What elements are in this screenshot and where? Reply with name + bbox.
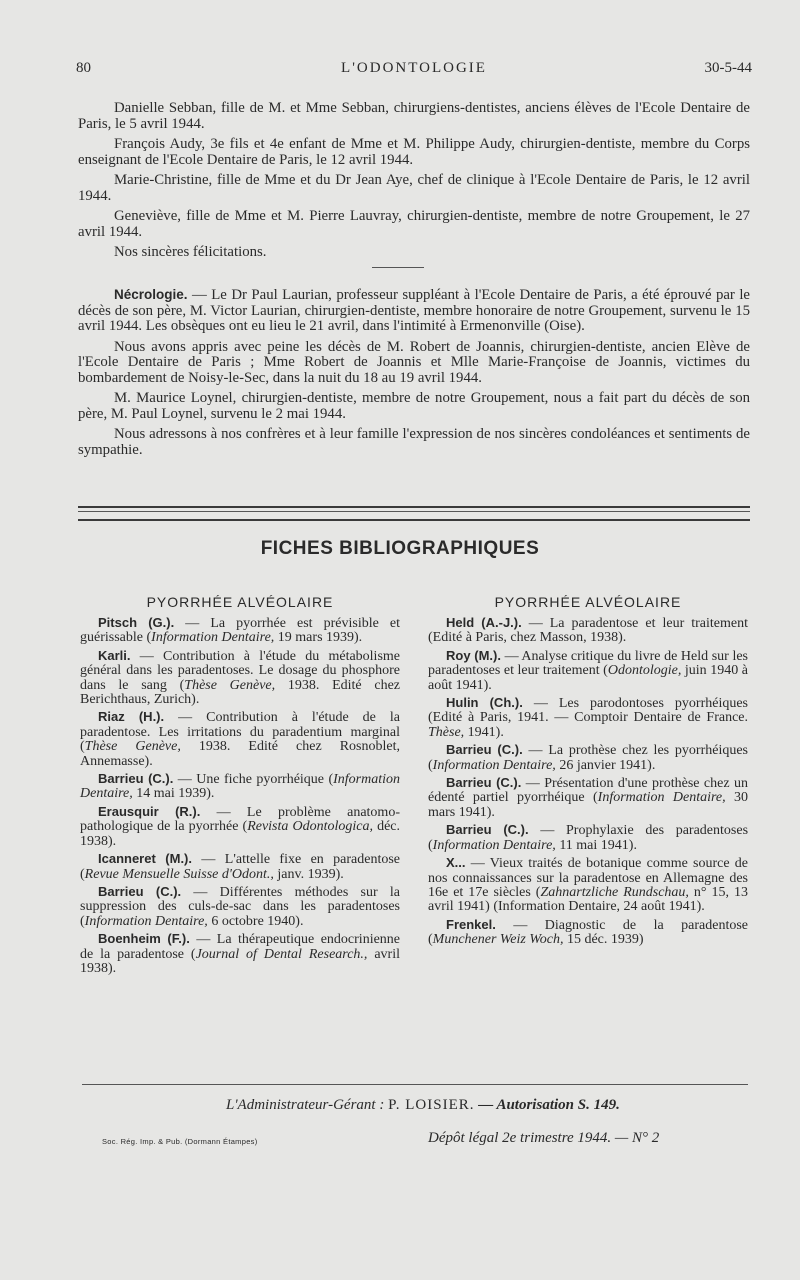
printer-imprint: Soc. Rég. Imp. & Pub. (Dormann Étampes) xyxy=(102,1137,258,1146)
necrologie-paragraph: M. Maurice Loynel, chirurgien-dentiste, membre de notre Groupement, nous a fait part du décès de son père, M. Paul Loynel, survenu le 2 mai 1944. xyxy=(78,390,750,422)
entry-text: — Contribution à l'étude de la paradentose. Les irritations du paradentium marginal ( xyxy=(80,710,400,755)
entry-source: Thèse Genève, xyxy=(84,739,181,755)
entry-source: Information Dentaire, xyxy=(597,790,726,806)
section-divider xyxy=(78,506,750,521)
bibliography-column-left xyxy=(80,594,400,979)
footer-divider xyxy=(82,1084,748,1085)
bibliography-entry xyxy=(428,743,748,773)
entry-source: Odontologie, xyxy=(607,663,682,679)
entry-text: — Vieux traités de botanique comme source de nos connaissances sur la paradentose en Allemagne des 16e et 17e siècles ( xyxy=(428,856,749,900)
entry-source: Information Dentaire, xyxy=(432,837,556,853)
entry-source: Thèse, xyxy=(428,724,465,740)
birth-announcements xyxy=(78,101,750,266)
entry-author: Barrieu (C.). xyxy=(446,775,522,791)
entry-tail: 1938. Edité chez Berichthaus, Zurich). xyxy=(80,677,401,708)
entry-source: Information Dentaire, xyxy=(432,757,556,773)
entry-text: — Différentes méthodes sur la suppression des culs-de-sac dans les paradentoses ( xyxy=(80,884,400,929)
entry-author: Boenheim (F.). xyxy=(98,931,190,947)
entry-author: Roy (M.). xyxy=(446,647,501,663)
bibliography-entry xyxy=(428,616,748,646)
entry-tail: déc. 1938). xyxy=(80,819,401,849)
entry-author: Barrieu (C.). xyxy=(98,771,174,787)
entry-source: Information Dentaire, xyxy=(80,772,401,802)
issue-date: 30-5-44 xyxy=(704,60,752,76)
column-heading: PYORRHÉE ALVÉOLAIRE xyxy=(494,594,682,610)
bibliography-entry xyxy=(80,616,400,646)
admin-name: P. LOISIER. xyxy=(388,1097,475,1113)
entry-text: — La prothèse chez les pyorrhéiques ( xyxy=(428,743,748,773)
bibliography-entry xyxy=(428,856,748,915)
bibliography-entry xyxy=(80,710,400,769)
entry-tail: 19 mars 1939). xyxy=(274,630,363,646)
bibliography-entry xyxy=(428,918,748,948)
bibliography-column-right xyxy=(428,594,748,951)
bibliography-entry xyxy=(80,885,400,929)
entry-text: — Une fiche pyorrhéique ( xyxy=(177,772,334,788)
short-divider xyxy=(372,267,424,268)
entry-author: Erausquir (R.). xyxy=(98,803,201,819)
section-title: FICHES BIBLIOGRAPHIQUES xyxy=(260,538,540,559)
bibliography-entry xyxy=(428,823,748,853)
entry-author: Barrieu (C.). xyxy=(446,742,523,758)
entry-tail: 14 mai 1939). xyxy=(132,786,215,802)
entry-text: — La paradentose et leur traitement (Edité à Paris, chez Masson, 1938). xyxy=(428,616,749,646)
necrologie-paragraph: Nous adressons à nos confrères et à leur famille l'expression de nos sincères condoléances et sentiments de sympathie. xyxy=(78,426,750,458)
entry-source: Information Dentaire, xyxy=(151,630,275,646)
entry-source: Revue Mensuelle Suisse d'Odont., xyxy=(84,866,274,882)
necrologie-text: — Le Dr Paul Laurian, professeur suppléant à l'Ecole Dentaire de Paris, a été éprouvé par le décès de son père, M. Victor Laurian, chirurgien-dentiste, membre honoraire de notre Groupement, survenu le 15 avril 1944. Les obsèques ont eu lieu le 21 avril, dans l'intimité à Ermenonville (Oise). xyxy=(78,287,750,334)
bibliography-entry xyxy=(428,776,748,820)
congratulations-line: Nos sincères félicitations. xyxy=(114,244,267,260)
entry-author: Hulin (Ch.). xyxy=(446,695,523,711)
right-entries xyxy=(428,616,748,948)
bibliography-entry xyxy=(80,649,400,708)
administrator-line xyxy=(226,1097,620,1114)
entry-text: — La thérapeutique endocrinienne de la paradentose ( xyxy=(80,932,401,962)
entry-text: — Les parodontoses pyorrhéiques (Edité à Paris, 1941. — Comptoir Dentaire de France. xyxy=(428,696,748,726)
entry-author: Held (A.-J.). xyxy=(446,615,522,630)
entry-tail: 1938. Edité chez Rosnoblet, Annemasse). xyxy=(80,739,400,769)
depot-legal: Dépôt légal 2e trimestre 1944. — N° 2 xyxy=(428,1130,660,1146)
entry-author: Karli. xyxy=(98,647,131,663)
admin-label: L'Administrateur-Gérant : xyxy=(226,1097,385,1113)
entry-tail: n° 15, 13 avril 1941) (Information Dentaire, 24 août 1941). xyxy=(428,884,748,915)
entry-text: — L'attelle fixe en paradentose ( xyxy=(80,852,401,882)
journal-title: L'ODONTOLOGIE xyxy=(341,60,487,76)
entry-text: — Présentation d'une prothèse chez un édenté partiel pyorrhéique ( xyxy=(428,776,749,806)
entry-text: — Prophylaxie des paradentoses ( xyxy=(428,823,749,853)
entry-author: Icanneret (M.). xyxy=(98,851,193,867)
entry-source: Journal of Dental Research., xyxy=(195,946,368,962)
entry-author: Riaz (H.). xyxy=(98,709,165,725)
left-entries xyxy=(80,616,400,976)
announcement-paragraph: François Audy, 3e fils et 4e enfant de Mme et M. Philippe Audy, chirurgien-dentiste, membre du Corps enseignant de l'Ecole Dentaire de Paris, le 12 avril 1944. xyxy=(78,136,750,168)
authorization-text: — Autorisation S. 149. xyxy=(478,1097,620,1113)
bibliography-entry xyxy=(428,649,748,693)
announcement-paragraph: Geneviève, fille de Mme et M. Pierre Lauvray, chirurgien-dentiste, membre de notre Groupement, le 27 avril 1944. xyxy=(78,208,750,240)
entry-tail: 11 mai 1941). xyxy=(555,837,637,853)
announcement-paragraph: Marie-Christine, fille de Mme et du Dr Jean Aye, chef de clinique à l'Ecole Dentaire de Paris, le 12 avril 1944. xyxy=(78,172,750,204)
entry-tail: 1941). xyxy=(464,724,504,740)
column-heading: PYORRHÉE ALVÉOLAIRE xyxy=(146,594,334,610)
entry-source: Information Dentaire, xyxy=(84,913,208,929)
necrologie-section xyxy=(78,287,750,463)
bibliography-entry xyxy=(428,696,748,740)
bibliography-entry xyxy=(80,805,400,849)
necrologie-paragraph: Nous avons appris avec peine les décès de M. Robert de Joannis, chirurgien-dentiste, ancien Elève de l'Ecole Dentaire de Paris ; Mme Robert de Joannis et Mlle Marie-Françoise de Joannis, victimes du bombardement de Noisy-le-Sec, dans la nuit du 18 au 19 avril 1944. xyxy=(78,338,750,386)
entry-author: X... xyxy=(446,855,466,871)
bibliography-entry xyxy=(80,932,400,976)
bibliography-entry xyxy=(80,772,400,802)
entry-source: Zahnartzliche Rundschau, xyxy=(540,884,689,900)
entry-tail: 30 mars 1941). xyxy=(428,790,749,820)
entry-author: Barrieu (C.). xyxy=(446,822,529,838)
running-head xyxy=(76,60,752,80)
entry-source: Munchener Weiz Woch, xyxy=(432,932,564,948)
announcement-paragraph: Danielle Sebban, fille de M. et Mme Sebban, chirurgiens-dentistes, anciens élèves de l'Ecole Dentaire de Paris, le 5 avril 1944. xyxy=(78,100,750,132)
entry-text: — Diagnostic de la paradentose ( xyxy=(428,917,749,948)
entry-text: — La pyorrhée est prévisible et guérissable ( xyxy=(80,616,400,646)
entry-tail: 6 octobre 1940). xyxy=(207,913,304,929)
entry-tail: 26 janvier 1941). xyxy=(555,757,656,773)
page-number: 80 xyxy=(76,60,91,76)
entry-author: Frenkel. xyxy=(446,916,496,932)
entry-tail: janv. 1939). xyxy=(273,866,344,882)
necrologie-label: Nécrologie. xyxy=(114,287,188,302)
entry-text: — Le problème anatomo-pathologique de la pyorrhée ( xyxy=(80,804,400,835)
entry-author: Barrieu (C.). xyxy=(98,883,182,899)
entry-tail: avril 1938). xyxy=(80,946,401,976)
necrologie-paragraph xyxy=(78,287,750,335)
bibliography-entry xyxy=(80,852,400,882)
entry-source: Thèse Genève, xyxy=(184,677,276,693)
entry-tail: 15 déc. 1939) xyxy=(563,932,644,948)
entry-author: Pitsch (G.). xyxy=(98,615,175,630)
entry-text: — Analyse critique du livre de Held sur les paradentoses et leur traitement ( xyxy=(428,648,749,679)
entry-text: — Contribution à l'étude du métabolisme général dans les paradentoses. Le dosage du phosphore dans le sang ( xyxy=(80,648,401,693)
entry-tail: juin 1940 à août 1941). xyxy=(428,663,748,693)
entry-source: Revista Odontologica, xyxy=(247,819,373,835)
